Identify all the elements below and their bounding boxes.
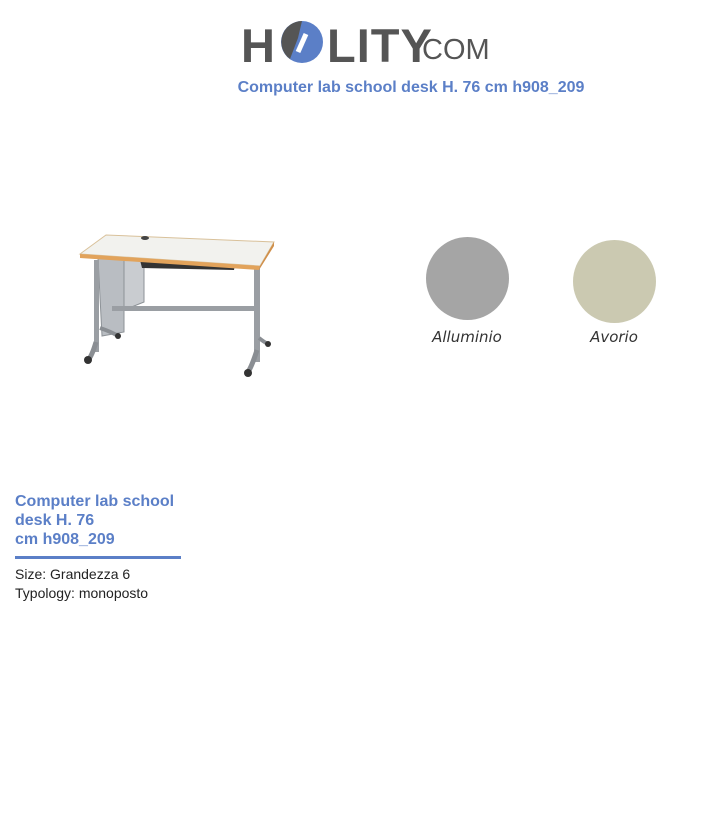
spec-size: Size: Grandezza 6 — [15, 566, 131, 582]
swatch-label: Alluminio — [432, 328, 502, 346]
color-swatch-avorio[interactable] — [565, 240, 663, 346]
color-swatch-alluminio[interactable] — [420, 237, 514, 346]
swatch-circle — [573, 240, 656, 323]
product-name — [15, 492, 181, 559]
spec-typology: Typology: monoposto — [15, 585, 149, 601]
product-name-line: cm h908_209 — [15, 531, 115, 548]
product-name-line: Computer lab school — [15, 493, 175, 510]
logo-suffix: .COM — [414, 34, 490, 66]
product-name-line: desk H. 76 — [15, 512, 95, 529]
logo-letter-h: H — [241, 19, 276, 72]
page-title: Computer lab school desk H. 76 cm h908_209 — [237, 79, 585, 96]
holity-logo-o-icon — [276, 12, 328, 68]
swatch-label: Avorio — [590, 328, 638, 346]
desk-image — [78, 232, 278, 380]
swatch-circle — [426, 237, 509, 320]
logo-letters-lity: LITY — [327, 19, 433, 72]
